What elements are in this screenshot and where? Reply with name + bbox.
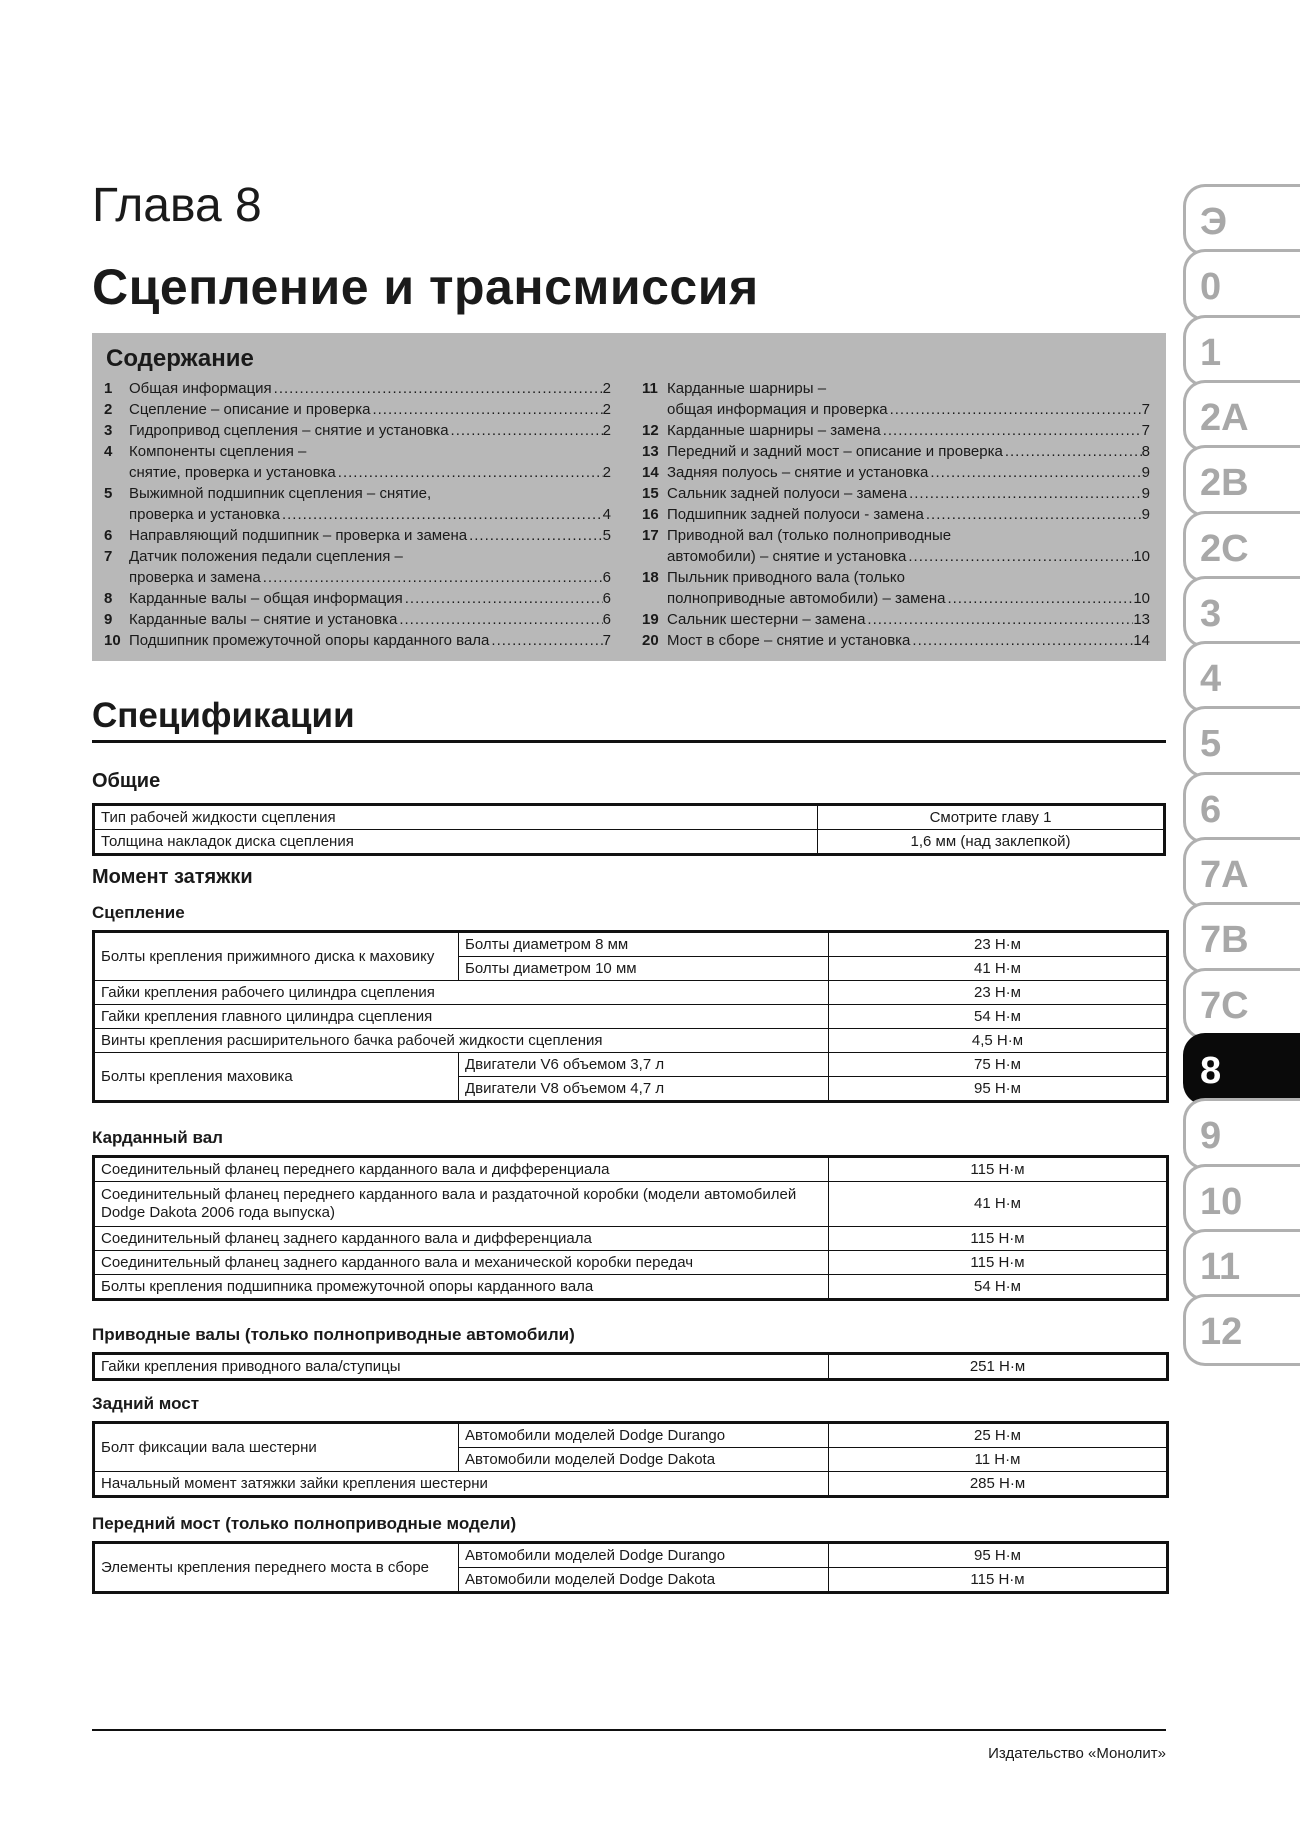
chapter-title: Сцепление и трансмиссия: [92, 259, 759, 315]
chapter-tab-label: 2C: [1200, 527, 1249, 570]
toc-entry-page: 14: [1133, 632, 1150, 649]
toc-entry: [104, 420, 611, 441]
table-row: [94, 1423, 1168, 1448]
chapter-tab-label: 12: [1200, 1311, 1243, 1354]
chapter-tab-3[interactable]: [1183, 576, 1300, 648]
toc-entry-title: Карданные шарниры –: [667, 380, 827, 397]
chapter-tab-2b[interactable]: [1183, 445, 1300, 517]
table-cell-value: 285 Н·м: [829, 1472, 1168, 1497]
table-cell-value: 25 Н·м: [829, 1423, 1168, 1448]
toc-leader-dots: [945, 588, 1133, 609]
toc-entry: [104, 609, 611, 630]
toc-entry: [104, 525, 611, 546]
toc-entry: [642, 609, 1150, 630]
table-cell-value: 115 Н·м: [829, 1568, 1168, 1593]
toc-entry-number: 19: [642, 611, 659, 628]
toc-entry: [642, 504, 1150, 525]
toc-entry: [104, 399, 611, 420]
toc-entry-title: Приводной вал (только полноприводные: [667, 527, 952, 544]
toc-entry: [642, 420, 1150, 441]
clutch-heading: Сцепление: [92, 903, 185, 922]
table-cell: Автомобили моделей Dodge Dakota: [459, 1568, 829, 1593]
toc-entry-title: Сальник задней полуоси – замена: [667, 485, 908, 502]
toc-entry-title: автомобили) – снятие и установка: [667, 548, 907, 565]
toc-entry-title: Мост в сборе – снятие и установка: [667, 632, 911, 649]
table-cell-value: 54 Н·м: [829, 1005, 1168, 1029]
table-row: [94, 1053, 1168, 1077]
table-cell: Двигатели V8 объемом 4,7 л: [459, 1077, 829, 1102]
general-table: [92, 803, 1166, 856]
toc-leader-dots: [467, 525, 603, 546]
chapter-tab-9[interactable]: [1183, 1098, 1300, 1170]
toc-entry-title: проверка и установка: [129, 506, 280, 523]
toc-entry: [642, 462, 1150, 483]
footer-divider: [92, 1729, 1166, 1731]
toc-entry: [104, 504, 611, 525]
table-cell: Болты крепления подшипника промежуточной опоры карданного вала: [94, 1275, 829, 1300]
toc-entry-page: 2: [602, 401, 611, 418]
table-cell-value: 115 Н·м: [829, 1227, 1168, 1251]
toc-entry: [104, 588, 611, 609]
toc-entry-number: 8: [104, 590, 113, 607]
chapter-tab-8[interactable]: [1183, 1033, 1300, 1105]
toc-entry-number: 20: [642, 632, 659, 649]
chapter-tab-5[interactable]: [1183, 706, 1300, 778]
toc-entry-page: 7: [1141, 422, 1150, 439]
toc-heading: Содержание: [106, 345, 254, 372]
toc-entry: [642, 483, 1150, 504]
chapter-tab-0[interactable]: [1183, 249, 1300, 321]
toc-entry: [642, 378, 1150, 399]
table-cell: Соединительный фланец заднего карданного вала и дифференциала: [94, 1227, 829, 1251]
toc-leader-dots: [906, 546, 1133, 567]
toc-entry-number: 10: [104, 632, 121, 649]
table-cell: Гайки крепления рабочего цилиндра сцепления: [94, 981, 829, 1005]
table-cell: Двигатели V6 объемом 3,7 л: [459, 1053, 829, 1077]
table-cell: Болт фиксации вала шестерни: [94, 1423, 459, 1472]
toc-entry-page: 10: [1133, 590, 1150, 607]
toc-leader-dots: [888, 399, 1142, 420]
table-cell-value: 23 Н·м: [829, 981, 1168, 1005]
table-row: [94, 1227, 1168, 1251]
front-axle-table: [92, 1541, 1169, 1594]
toc-entry-title: Карданные валы – снятие и установка: [129, 611, 398, 628]
table-cell-value: Смотрите главу 1: [818, 805, 1165, 830]
toc-left-column: [104, 378, 611, 651]
specifications-heading: Спецификации: [92, 696, 355, 735]
toc-entry-title: Карданные шарниры – замена: [667, 422, 881, 439]
table-cell: Начальный момент затяжки зайки крепления шестерни: [94, 1472, 829, 1497]
toc-entry-number: 14: [642, 464, 659, 481]
toc-entry-page: 7: [602, 632, 611, 649]
toc-entry-page: 7: [1141, 401, 1150, 418]
toc-entry-title: Подшипник промежуточной опоры карданного вала: [129, 632, 490, 649]
toc-entry-title: Задняя полуось – снятие и установка: [667, 464, 929, 481]
table-cell: Автомобили моделей Dodge Dakota: [459, 1448, 829, 1472]
table-row: [94, 1543, 1168, 1568]
toc-entry-page: 6: [602, 569, 611, 586]
toc-entry-page: 9: [1141, 464, 1150, 481]
toc-leader-dots: [910, 630, 1133, 651]
table-cell: Болты диаметром 10 мм: [459, 957, 829, 981]
table-row: [94, 932, 1168, 957]
chapter-tab-7c[interactable]: [1183, 968, 1300, 1040]
table-cell-value: 4,5 Н·м: [829, 1029, 1168, 1053]
toc-entry-page: 9: [1141, 506, 1150, 523]
toc-entry-number: 11: [642, 380, 658, 397]
table-row: [94, 1029, 1168, 1053]
chapter-tab-12[interactable]: [1183, 1294, 1300, 1366]
table-cell: Болты крепления маховика: [94, 1053, 459, 1102]
toc-entry-page: 2: [602, 380, 611, 397]
toc-entry-title: Выжимной подшипник сцепления – снятие,: [129, 485, 432, 502]
toc-entry-title: Сальник шестерни – замена: [667, 611, 866, 628]
toc-entry-title: Датчик положения педали сцепления –: [129, 548, 403, 565]
toc-entry-title: полноприводные автомобили) – замена: [667, 590, 946, 607]
front-axle-heading: Передний мост (только полноприводные модели): [92, 1514, 517, 1533]
toc-leader-dots: [928, 462, 1141, 483]
toc-leader-dots: [403, 588, 603, 609]
general-heading: Общие: [92, 770, 161, 792]
table-cell-value: 95 Н·м: [829, 1543, 1168, 1568]
chapter-tab-11[interactable]: [1183, 1229, 1300, 1301]
chapter-tab-label: 1: [1200, 331, 1222, 374]
chapter-tab-э[interactable]: [1183, 184, 1300, 256]
table-row: [94, 805, 1165, 830]
chapter-tab-label: 9: [1200, 1115, 1222, 1158]
table-cell-value: 54 Н·м: [829, 1275, 1168, 1300]
table-cell: Болты диаметром 8 мм: [459, 932, 829, 957]
toc-entry-page: 4: [602, 506, 611, 523]
toc-entry-number: 2: [104, 401, 113, 418]
clutch-table: [92, 930, 1169, 1103]
toc-entry-number: 16: [642, 506, 659, 523]
table-cell-value: 95 Н·м: [829, 1077, 1168, 1102]
toc-entry-page: 9: [1141, 485, 1150, 502]
toc-leader-dots: [336, 462, 603, 483]
chapter-tab-label: 2A: [1200, 396, 1249, 439]
chapter-tab-label: 7C: [1200, 984, 1249, 1027]
chapter-tab-10[interactable]: [1183, 1164, 1300, 1236]
table-cell-value: 41 Н·м: [829, 957, 1168, 981]
chapter-tab-label: 11: [1200, 1245, 1241, 1288]
table-cell-value: 75 Н·м: [829, 1053, 1168, 1077]
toc-entry-page: 13: [1133, 611, 1150, 628]
toc-right-column: [642, 378, 1150, 651]
toc-leader-dots: [881, 420, 1142, 441]
publisher-footer: Издательство «Монолит»: [988, 1745, 1166, 1762]
table-row: [94, 981, 1168, 1005]
toc-entry-number: 18: [642, 569, 659, 586]
table-row: [94, 1005, 1168, 1029]
chapter-tab-6[interactable]: [1183, 772, 1300, 844]
table-cell: Толщина накладок диска сцепления: [94, 830, 818, 855]
table-cell-value: 115 Н·м: [829, 1251, 1168, 1275]
toc-leader-dots: [397, 609, 602, 630]
toc-entry-page: 2: [602, 464, 611, 481]
chapter-tab-2c[interactable]: [1183, 511, 1300, 583]
table-cell-value: 41 Н·м: [829, 1182, 1168, 1227]
toc-entry: [104, 378, 611, 399]
toc-entry-title: Направляющий подшипник – проверка и замена: [129, 527, 468, 544]
chapter-tab-label: 6: [1200, 788, 1222, 831]
table-row: [94, 1472, 1168, 1497]
toc-entry: [104, 630, 611, 651]
toc-entry-title: проверка и замена: [129, 569, 261, 586]
chapter-tab-label: 10: [1200, 1180, 1243, 1223]
toc-leader-dots: [449, 420, 603, 441]
toc-leader-dots: [261, 567, 603, 588]
toc-leader-dots: [489, 630, 602, 651]
table-cell: Тип рабочей жидкости сцепления: [94, 805, 818, 830]
toc-entry-number: 15: [642, 485, 659, 502]
chapter-tab-label: 4: [1200, 658, 1222, 701]
chapter-tab-7a[interactable]: [1183, 837, 1300, 909]
rear-axle-table: [92, 1421, 1169, 1498]
toc-entry-number: 17: [642, 527, 659, 544]
toc-entry: [104, 441, 611, 462]
table-cell: Соединительный фланец переднего карданного вала и раздаточной коробки (модели автомобилей Dodge Dakota 2006 года выпуска): [94, 1182, 829, 1227]
toc-entry: [642, 546, 1150, 567]
toc-entry-title: Передний и задний мост – описание и проверка: [667, 443, 1003, 460]
toc-entry-title: Компоненты сцепления –: [129, 443, 307, 460]
toc-entry-title: Общая информация: [129, 380, 272, 397]
toc-entry-number: 9: [104, 611, 113, 628]
table-cell: Элементы крепления переднего моста в сборе: [94, 1543, 459, 1593]
toc-entry-number: 6: [104, 527, 113, 544]
toc-entry: [642, 567, 1150, 588]
toc-entry: [104, 483, 611, 504]
toc-entry-page: 10: [1133, 548, 1150, 565]
toc-leader-dots: [907, 483, 1142, 504]
toc-entry-page: 2: [602, 422, 611, 439]
toc-entry-page: 6: [602, 590, 611, 607]
toc-entry-title: Подшипник задней полуоси - замена: [667, 506, 924, 523]
table-row: [94, 1251, 1168, 1275]
toc-entry: [104, 462, 611, 483]
table-cell-value: 251 Н·м: [829, 1354, 1168, 1380]
table-cell: Болты крепления прижимного диска к маховику: [94, 932, 459, 981]
chapter-tab-label: 7B: [1200, 919, 1249, 962]
toc-leader-dots: [370, 399, 602, 420]
divider: [92, 740, 1166, 743]
table-of-contents: [92, 333, 1166, 661]
table-cell: Соединительный фланец заднего карданного вала и механической коробки передач: [94, 1251, 829, 1275]
table-cell: Гайки крепления главного цилиндра сцепления: [94, 1005, 829, 1029]
table-row: [94, 1275, 1168, 1300]
chapter-tab-label: 7A: [1200, 854, 1249, 896]
toc-entry-number: 13: [642, 443, 659, 460]
axleshaft-table: [92, 1352, 1169, 1381]
toc-leader-dots: [865, 609, 1133, 630]
toc-leader-dots: [280, 504, 603, 525]
toc-entry-title: Сцепление – описание и проверка: [129, 401, 371, 418]
chapter-number: Глава 8: [92, 179, 262, 232]
toc-entry-number: 1: [104, 380, 113, 397]
toc-entry-number: 5: [104, 485, 113, 502]
chapter-tab-label: 2B: [1200, 462, 1249, 505]
table-row: [94, 1157, 1168, 1182]
toc-entry-title: Пыльник приводного вала (только: [667, 569, 905, 586]
toc-leader-dots: [272, 378, 603, 399]
driveshaft-heading: Карданный вал: [92, 1128, 223, 1147]
toc-leader-dots: [924, 504, 1142, 525]
axleshaft-heading: Приводные валы (только полноприводные автомобили): [92, 1325, 575, 1344]
table-cell: Автомобили моделей Dodge Durango: [459, 1543, 829, 1568]
chapter-tab-label: 3: [1200, 592, 1222, 635]
table-cell: Гайки крепления приводного вала/ступицы: [94, 1354, 829, 1380]
table-cell-value: 23 Н·м: [829, 932, 1168, 957]
table-row: [94, 1182, 1168, 1227]
chapter-tab-7b[interactable]: [1183, 902, 1300, 974]
chapter-tab-label: 0: [1200, 266, 1222, 309]
table-cell-value: 11 Н·м: [829, 1448, 1168, 1472]
rear-axle-heading: Задний мост: [92, 1394, 200, 1413]
toc-entry-page: 6: [602, 611, 611, 628]
toc-entry-title: общая информация и проверка: [667, 401, 888, 418]
toc-entry: [642, 399, 1150, 420]
table-cell: Винты крепления расширительного бачка рабочей жидкости сцепления: [94, 1029, 829, 1053]
toc-entry-title: Карданные валы – общая информация: [129, 590, 403, 607]
chapter-tab-label: 8: [1200, 1049, 1222, 1092]
chapter-tab-4[interactable]: [1183, 641, 1300, 713]
toc-entry: [642, 630, 1150, 651]
toc-entry: [642, 588, 1150, 609]
table-cell-value: 115 Н·м: [829, 1157, 1168, 1182]
toc-entry-page: 8: [1141, 443, 1150, 460]
toc-entry-title: снятие, проверка и установка: [129, 464, 336, 481]
driveshaft-table: [92, 1155, 1169, 1301]
table-row: [94, 1354, 1168, 1380]
toc-entry-number: 12: [642, 422, 659, 439]
table-row: [94, 830, 1165, 855]
toc-entry: [642, 441, 1150, 462]
toc-entry: [104, 546, 611, 567]
toc-entry-number: 4: [104, 443, 113, 460]
table-cell: Автомобили моделей Dodge Durango: [459, 1423, 829, 1448]
toc-entry-number: 7: [104, 548, 113, 565]
toc-entry-title: Гидропривод сцепления – снятие и установка: [129, 422, 449, 439]
toc-entry-page: 5: [602, 527, 611, 544]
chapter-tab-1[interactable]: [1183, 315, 1300, 387]
toc-entry-number: 3: [104, 422, 113, 439]
toc-entry: [104, 567, 611, 588]
chapter-tab-label: 5: [1200, 723, 1222, 766]
toc-leader-dots: [1003, 441, 1142, 462]
toc-entry: [642, 525, 1150, 546]
table-cell: Соединительный фланец переднего карданного вала и дифференциала: [94, 1157, 829, 1182]
chapter-tab-2a[interactable]: [1183, 380, 1300, 452]
table-cell-value: 1,6 мм (над заклепкой): [818, 830, 1165, 855]
chapter-tab-label: Э: [1200, 201, 1228, 243]
torque-heading: Момент затяжки: [92, 866, 253, 888]
